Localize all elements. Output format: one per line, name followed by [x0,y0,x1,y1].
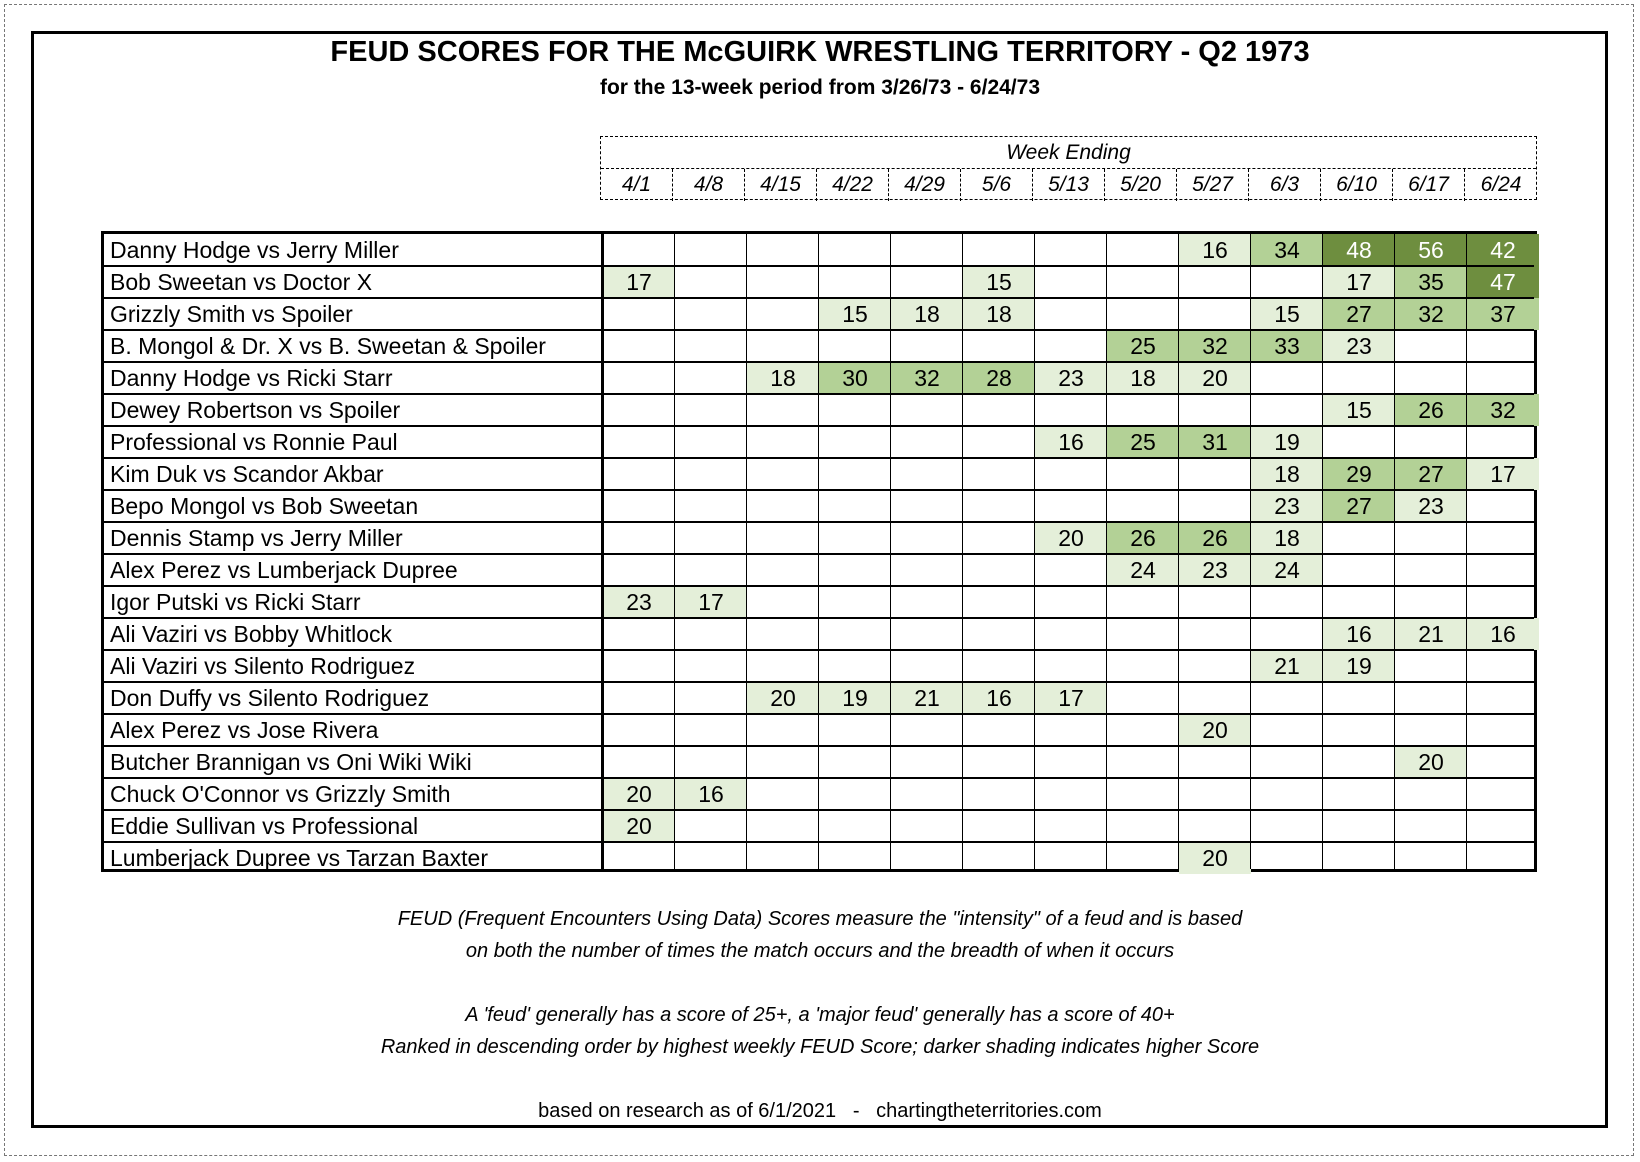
row-divider [104,329,1534,331]
week-label: 4/22 [817,169,889,201]
score-cell: 37 [1467,298,1539,330]
score-cell: 56 [1395,234,1467,266]
score-cell: 18 [1251,522,1323,554]
week-header-title: Week Ending [601,137,1536,169]
score-cell: 20 [603,778,675,810]
row-divider [104,713,1534,715]
score-cell: 28 [963,362,1035,394]
row-divider [104,617,1534,619]
score-cell: 32 [1467,394,1539,426]
week-label: 4/29 [889,169,961,201]
feud-row-label: Lumberjack Dupree vs Tarzan Baxter [110,845,488,871]
score-cell: 21 [891,682,963,714]
column-divider [1322,234,1323,869]
note-line-2: on both the number of times the match occurs and the breadth of when it occurs [465,940,1175,962]
column-divider [674,234,675,869]
score-cell: 23 [1395,490,1467,522]
row-divider [104,265,1534,267]
score-cell: 33 [1251,330,1323,362]
score-cell: 30 [819,362,891,394]
feud-row-label: Butcher Brannigan vs Oni Wiki Wiki [110,749,472,775]
score-cell: 25 [1107,426,1179,458]
row-divider [104,649,1534,651]
week-label: 5/6 [961,169,1033,201]
column-divider [962,234,963,869]
week-label: 4/1 [601,169,673,201]
feud-row-label: Bepo Mongol vs Bob Sweetan [110,493,419,519]
score-cell: 17 [603,266,675,298]
feud-row-label: Dennis Stamp vs Jerry Miller [110,525,403,551]
column-divider [890,234,891,869]
score-cell: 31 [1179,426,1251,458]
score-cell: 32 [1179,330,1251,362]
score-cell: 16 [1467,618,1539,650]
score-cell: 27 [1323,490,1395,522]
score-cell: 16 [1035,426,1107,458]
score-cell: 15 [1251,298,1323,330]
score-cell: 20 [1395,746,1467,778]
score-cell: 26 [1107,522,1179,554]
feud-row-label: Kim Duk vs Scandor Akbar [110,461,384,487]
score-cell: 18 [891,298,963,330]
score-cell: 20 [1179,714,1251,746]
score-cell: 16 [675,778,747,810]
week-label: 6/24 [1480,173,1522,196]
feud-row-label: Igor Putski vs Ricki Starr [110,589,361,615]
score-cell: 16 [1323,618,1395,650]
note-line-1: FEUD (Frequent Encounters Using Data) Scores measure the "intensity" of a feud and is based [397,908,1243,930]
score-cell: 24 [1107,554,1179,586]
row-divider [104,425,1534,427]
row-divider [104,393,1534,395]
score-cell: 32 [1395,298,1467,330]
column-divider [601,234,604,869]
score-cell: 21 [1251,650,1323,682]
score-cell: 17 [1323,266,1395,298]
week-label: 6/3 [1249,169,1321,201]
score-cell: 25 [1107,330,1179,362]
score-cell: 17 [675,586,747,618]
score-cell: 15 [819,298,891,330]
score-cell: 18 [1251,458,1323,490]
row-divider [104,777,1534,779]
row-divider [104,521,1534,523]
score-cell: 20 [1179,362,1251,394]
chart-subtitle: for the 13-week period from 3/26/73 - 6/24/73 [599,76,1040,99]
score-cell: 23 [1179,554,1251,586]
score-cell: 21 [1395,618,1467,650]
feud-row-label: Dewey Robertson vs Spoiler [110,397,401,423]
score-cell: 19 [819,682,891,714]
row-divider [104,681,1534,683]
score-cell: 23 [1251,490,1323,522]
source-credit: based on research as of 6/1/2021 - chartingtheterritories.com [538,1100,1102,1122]
score-cell: 18 [1107,362,1179,394]
feud-row-label: Danny Hodge vs Ricki Starr [110,365,393,391]
chart-title: FEUD SCORES FOR THE McGUIRK WRESTLING TERRITORY - Q2 1973 [330,36,1310,68]
score-cell: 20 [1179,842,1251,874]
score-cell: 32 [891,362,963,394]
column-divider [818,234,819,869]
score-cell: 24 [1251,554,1323,586]
row-divider [104,297,1534,299]
score-cell: 15 [1323,394,1395,426]
column-divider [1250,234,1251,869]
score-cell: 26 [1395,394,1467,426]
week-label: 5/20 [1105,169,1177,201]
score-cell: 18 [963,298,1035,330]
row-divider [104,361,1534,363]
row-divider [104,745,1534,747]
row-divider [104,457,1534,459]
feud-row-label: Eddie Sullivan vs Professional [110,813,419,839]
column-divider [1466,234,1467,869]
score-cell: 16 [1179,234,1251,266]
column-divider [1106,234,1107,869]
week-label: 4/15 [745,169,817,201]
score-cell: 18 [747,362,819,394]
score-cell: 23 [1323,330,1395,362]
score-cell: 27 [1395,458,1467,490]
feud-row-label: Danny Hodge vs Jerry Miller [110,237,399,263]
score-cell: 17 [1035,682,1107,714]
score-cell: 20 [1035,522,1107,554]
score-cell: 29 [1323,458,1395,490]
row-divider [104,841,1534,843]
score-cell: 20 [747,682,819,714]
score-cell: 23 [1035,362,1107,394]
feud-row-label: Ali Vaziri vs Bobby Whitlock [110,621,393,647]
score-cell: 42 [1467,234,1539,266]
score-cell: 19 [1251,426,1323,458]
week-label: 4/8 [673,169,745,201]
feud-row-label: Alex Perez vs Lumberjack Dupree [110,557,458,583]
column-divider [1034,234,1035,869]
score-cell: 48 [1323,234,1395,266]
feud-row-label: Grizzly Smith vs Spoiler [110,301,353,327]
score-cell: 19 [1323,650,1395,682]
score-cell: 23 [603,586,675,618]
row-divider [104,585,1534,587]
week-label: 5/27 [1177,169,1249,201]
week-label: 6/17 [1393,169,1465,201]
score-cell: 20 [603,810,675,842]
feud-score-grid [101,231,1537,872]
feud-row-label: B. Mongol & Dr. X vs B. Sweetan & Spoiler [110,333,546,359]
column-divider [1394,234,1395,869]
column-divider [1178,234,1179,869]
score-cell: 16 [963,682,1035,714]
feud-row-label: Bob Sweetan vs Doctor X [110,269,373,295]
score-cell: 47 [1467,266,1539,298]
feud-row-label: Alex Perez vs Jose Rivera [110,717,379,743]
week-label: 5/13 [1033,169,1105,201]
week-label: 6/10 [1321,169,1393,201]
score-cell: 17 [1467,458,1539,490]
feud-row-label: Chuck O'Connor vs Grizzly Smith [110,781,451,807]
feud-row-label: Professional vs Ronnie Paul [110,429,398,455]
note-line-3: A 'feud' generally has a score of 25+, a 'major feud' generally has a score of 40+ [465,1004,1175,1026]
score-cell: 27 [1323,298,1395,330]
score-cell: 34 [1251,234,1323,266]
row-divider [104,553,1534,555]
row-divider [104,809,1534,811]
feud-row-label: Don Duffy vs Silento Rodriguez [110,685,430,711]
feud-row-label: Ali Vaziri vs Silento Rodriguez [110,653,416,679]
row-divider [104,489,1534,491]
column-divider [746,234,747,869]
score-cell: 15 [963,266,1035,298]
score-cell: 26 [1179,522,1251,554]
week-header [600,136,1537,200]
note-line-4: Ranked in descending order by highest weekly FEUD Score; darker shading indicates higher Score [380,1036,1260,1058]
score-cell: 35 [1395,266,1467,298]
